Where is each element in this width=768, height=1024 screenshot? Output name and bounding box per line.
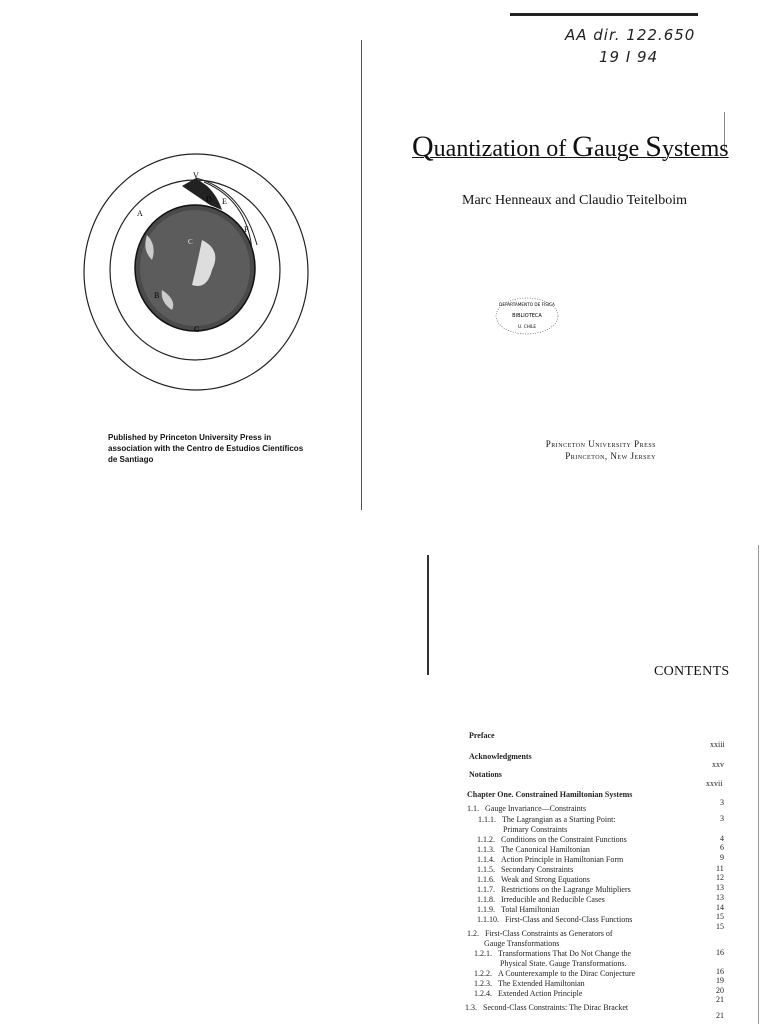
toc-entry-number: 1.1.9.: [477, 905, 495, 914]
contents-heading: CONTENTS: [654, 664, 730, 679]
toc-entry-number: 1.1.3.: [477, 845, 495, 854]
toc-entry: [474, 969, 635, 978]
toc-entry-page: 16: [716, 967, 724, 976]
toc-entry-page: 13: [716, 883, 724, 892]
frontispiece-illustration: [82, 150, 310, 392]
figure-label-c: C: [188, 238, 193, 246]
toc-entry-page: 14: [716, 903, 724, 912]
toc-entry-title: Extended Action Principle: [498, 989, 583, 998]
title-part-2: auge: [593, 136, 646, 162]
toc-entry: [477, 865, 573, 874]
toc-entry-page: 15: [716, 912, 724, 921]
title-part-1: uantization of: [433, 136, 573, 162]
title-initial-s: S: [645, 130, 662, 163]
toc-entry: [474, 979, 585, 988]
toc-entry-page: 3: [720, 798, 724, 807]
toc-entry-number: 1.2.4.: [474, 989, 492, 998]
figure-label-v: V: [193, 171, 199, 180]
figure-label-e: E: [222, 197, 227, 206]
book-authors: Marc Henneaux and Claudio Teitelboim: [462, 193, 688, 208]
toc-entry: [465, 1003, 628, 1012]
toc-entry-page: 21: [716, 1011, 724, 1020]
toc-entry: [478, 815, 616, 824]
library-stamp: [494, 296, 560, 336]
toc-entry: [500, 959, 626, 968]
handwritten-line-1: AA dir. 122.650: [565, 26, 696, 44]
toc-entry-page: 15: [716, 922, 724, 931]
toc-entry-number: 1.1.6.: [477, 875, 495, 884]
toc-entry: [474, 949, 631, 958]
title-initial-q: Q: [412, 130, 434, 163]
stamp-line-2: BIBLIOTECA: [512, 313, 542, 319]
toc-entry-number: 1.2.1.: [474, 949, 492, 958]
toc-entry: [484, 939, 559, 948]
toc-entry-title: A Counterexample to the Dirac Conjecture: [498, 969, 636, 978]
stamp-line-3: U. CHILE: [517, 324, 537, 329]
toc-entry-title: Transformations That Do Not Change the: [498, 949, 632, 958]
toc-entry-page: 3: [720, 814, 724, 823]
toc-entry-title: Primary Constraints: [503, 825, 568, 834]
toc-entry-title: Secondary Constraints: [501, 865, 574, 874]
toc-entry-number: 1.1.10.: [477, 915, 499, 924]
toc-entry-page: 13: [716, 893, 724, 902]
toc-entry-page: 20: [716, 986, 724, 995]
toc-entry-title: Gauge Transformations: [484, 939, 560, 948]
toc-entry-number: 1.1.4.: [477, 855, 495, 864]
handwritten-catalog-note: [565, 26, 695, 66]
toc-entry-number: 1.1.: [467, 804, 479, 813]
page-spine-top: [361, 40, 362, 510]
title-initial-g: G: [572, 130, 594, 163]
toc-entry-title: Conditions on the Constraint Functions: [501, 835, 627, 844]
toc-entry-number: 1.1.7.: [477, 885, 495, 894]
toc-entry-title: First-Class and Second-Class Functions: [505, 915, 633, 924]
toc-entry-title: Notations: [469, 770, 502, 779]
toc-entry-number: 1.1.1.: [478, 815, 496, 824]
toc-entry-page: 12: [716, 873, 724, 882]
toc-entry-number: 1.2.2.: [474, 969, 492, 978]
toc-entry-title: Restrictions on the Lagrange Multipliers: [501, 885, 631, 894]
toc-entry: [467, 790, 632, 799]
toc-entry-title: Weak and Strong Equations: [501, 875, 590, 884]
toc-entry: [477, 895, 605, 904]
page-spine-bottom: [427, 555, 429, 675]
page-edge-right: [758, 545, 759, 1024]
toc-entry: [469, 770, 502, 779]
toc-entry-page: 19: [716, 976, 724, 985]
toc-entry-title: First-Class Constraints as Generators of: [485, 929, 613, 938]
figure-label-g: G: [194, 325, 200, 334]
toc-entry: [469, 752, 532, 761]
toc-entry: [477, 835, 627, 844]
toc-entry-page: xxvii: [706, 779, 723, 788]
press-name: Princeton University Press: [545, 439, 656, 449]
figure-label-f: F: [244, 225, 249, 234]
toc-entry-title: Chapter One. Constrained Hamiltonian Systems: [467, 790, 633, 799]
toc-entry: [477, 905, 559, 914]
toc-entry-number: 1.3.: [465, 1003, 477, 1012]
toc-entry-title: The Lagrangian as a Starting Point:: [502, 815, 616, 824]
toc-entry: [477, 915, 632, 924]
figure-label-d: D: [206, 195, 212, 204]
toc-entry-title: Gauge Invariance—Constraints: [485, 804, 587, 813]
toc-entry-title: Physical State. Gauge Transformations.: [500, 959, 627, 968]
press-imprint: [480, 438, 656, 462]
toc-entry: [503, 825, 567, 834]
title-part-3: ystems: [661, 136, 729, 162]
toc-entry: [477, 855, 623, 864]
toc-entry: [467, 929, 613, 938]
handwritten-line-2: 19 I 94: [599, 48, 659, 66]
toc-entry-page: 4: [720, 834, 724, 843]
toc-entry-number: 1.1.8.: [477, 895, 495, 904]
stamp-line-1: DEPARTAMENTO DE FISICA: [499, 302, 555, 307]
book-title: [412, 130, 729, 164]
toc-entry: [474, 989, 582, 998]
toc-entry-title: The Canonical Hamiltonian: [501, 845, 590, 854]
toc-entry: [467, 804, 586, 813]
toc-entry-title: Action Principle in Hamiltonian Form: [501, 855, 624, 864]
toc-entry: [477, 885, 631, 894]
toc-entry-title: Preface: [469, 731, 495, 740]
toc-entry-title: Irreducible and Reducible Cases: [501, 895, 605, 904]
toc-entry-page: 6: [720, 843, 724, 852]
toc-entry-page: 11: [716, 864, 724, 873]
toc-entry-page: 9: [720, 853, 724, 862]
toc-entry-title: The Extended Hamiltonian: [498, 979, 585, 988]
press-location: Princeton, New Jersey: [565, 451, 656, 461]
figure-label-b: B: [154, 291, 160, 300]
toc-entry-number: 1.1.2.: [477, 835, 495, 844]
toc-entry-page: 16: [716, 948, 724, 957]
top-page-edge: [510, 13, 698, 16]
toc-entry-title: Acknowledgments: [469, 752, 532, 761]
toc-entry: [469, 731, 495, 740]
toc-entry-title: Second-Class Constraints: The Dirac Bracket: [483, 1003, 629, 1012]
toc-entry-page: xxiii: [710, 740, 725, 749]
toc-entry-number: 1.2.: [467, 929, 479, 938]
toc-entry-number: 1.1.5.: [477, 865, 495, 874]
toc-entry-page: 21: [716, 995, 724, 1004]
toc-entry: [477, 845, 590, 854]
toc-entry-title: Total Hamiltonian: [501, 905, 560, 914]
toc-entry-number: 1.2.3.: [474, 979, 492, 988]
publisher-note: Published by Princeton University Press in association with the Centro de Estudios Científicos de Santiago: [108, 433, 304, 464]
toc-entry-page: xxv: [712, 760, 724, 769]
figure-label-a: A: [137, 209, 143, 218]
toc-entry: [477, 875, 590, 884]
